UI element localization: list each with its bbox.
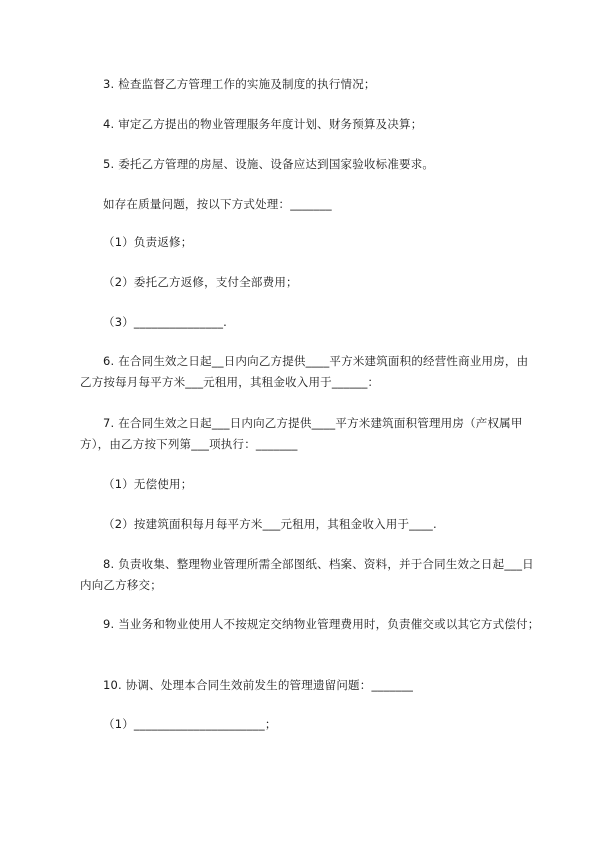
clause-10-option-1: （1）______________________； — [103, 717, 277, 731]
clause-5: 5. 委托乙方管理的房屋、设施、设备应达到国家验收标准要求。 — [103, 157, 435, 171]
clause-8: 8. 负责收集、整理物业管理所需全部图纸、档案、资料，并于合同生效之日起___日内向乙方移交； — [80, 557, 534, 592]
quality-option-3: （3）_______________. — [103, 315, 228, 329]
clause-3: 3. 检查监督乙方管理工作的实施及制度的执行情况； — [103, 77, 376, 91]
clause-10: 10. 协调、处理本合同生效前发生的管理遗留问题：_______ — [103, 678, 414, 692]
clause-6: 6. 在合同生效之日起__日内向乙方提供____平方米建筑面积的经营性商业用房，由乙方按每月每平方米___元租用，其租金收入用于______： — [80, 354, 529, 389]
clause-7: 7. 在合同生效之日起___日内向乙方提供____平方米建筑面积管理用房（产权属甲方），由乙方按下列第___项执行：_______ — [80, 416, 523, 451]
clause-4: 4. 审定乙方提出的物业管理服务年度计划、财务预算及决算； — [103, 117, 423, 131]
quality-option-2: （2）委托乙方返修，支付全部费用； — [103, 275, 298, 289]
clause-7-option-2: （2）按建筑面积每月每平方米___元租用，其租金收入用于____. — [103, 517, 437, 531]
quality-issue-intro: 如存在质量问题，按以下方式处理：_______ — [103, 197, 332, 211]
clause-7-option-1: （1）无偿使用； — [103, 477, 193, 491]
clause-9: 9. 当业务和物业使用人不按规定交纳物业管理费用时，负责催交或以其它方式偿付； — [103, 617, 540, 631]
quality-option-1: （1）负责返修； — [103, 235, 193, 249]
